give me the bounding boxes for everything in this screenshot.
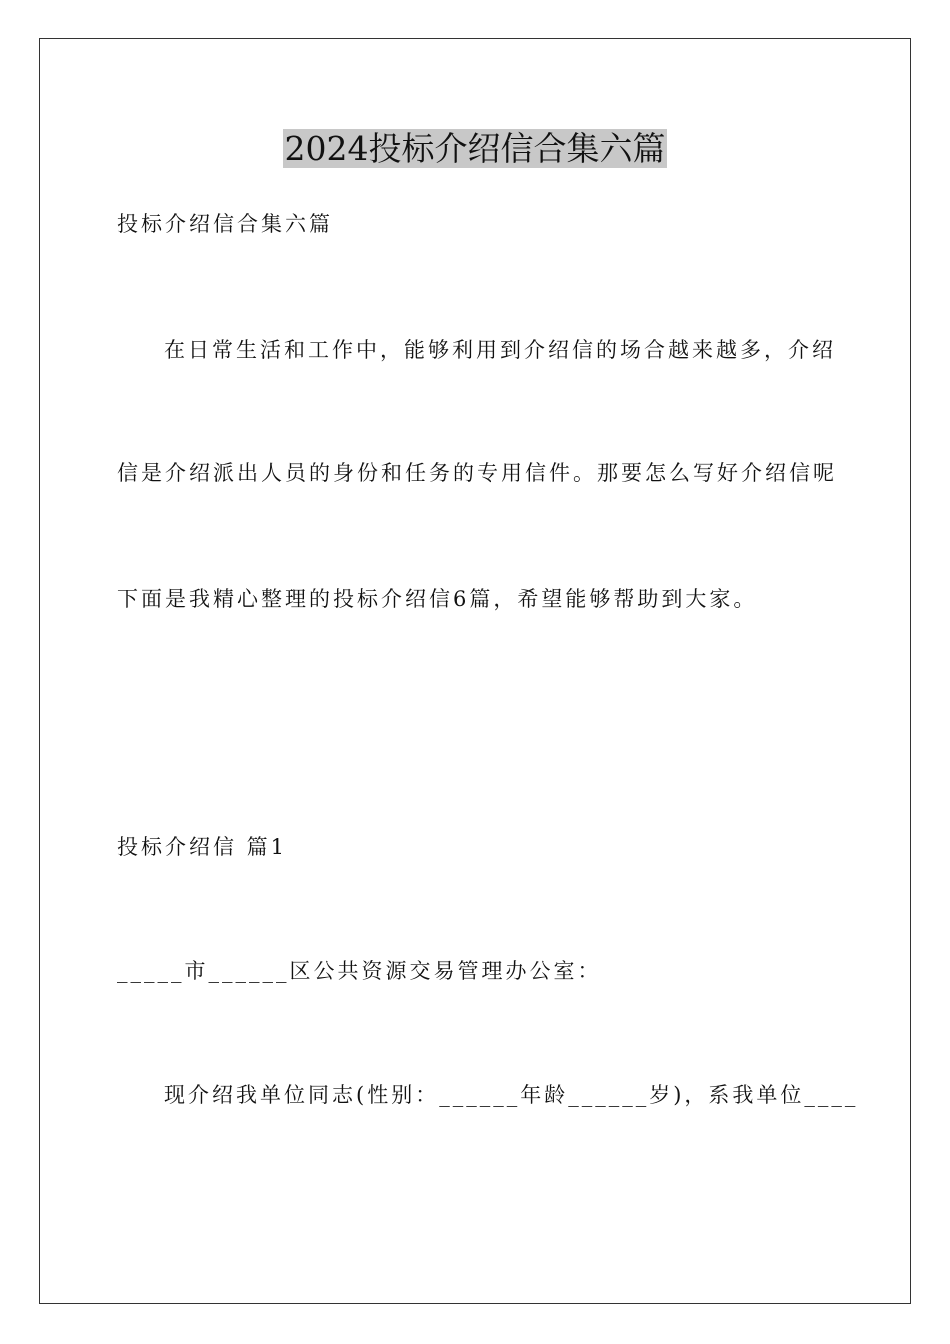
document-title [0, 127, 950, 171]
letter-body-line-1: 现介绍我单位同志(性别：______年龄______岁)，系我单位____ [164, 1083, 859, 1107]
intro-paragraph-line-1: 在日常生活和工作中，能够利用到介绍信的场合越来越多，介绍 [164, 338, 836, 362]
letter-addressee: _____市______区公共资源交易管理办公室： [117, 959, 602, 983]
document-title-text: 2024投标介绍信合集六篇 [284, 129, 666, 168]
intro-paragraph-line-2: 信是介绍派出人员的身份和任务的专用信件。那要怎么写好介绍信呢 [117, 461, 837, 485]
section-heading: 投标介绍信 篇1 [117, 835, 288, 859]
intro-paragraph-line-3: 下面是我精心整理的投标介绍信6篇，希望能够帮助到大家。 [117, 587, 758, 611]
document-subtitle: 投标介绍信合集六篇 [117, 212, 333, 236]
